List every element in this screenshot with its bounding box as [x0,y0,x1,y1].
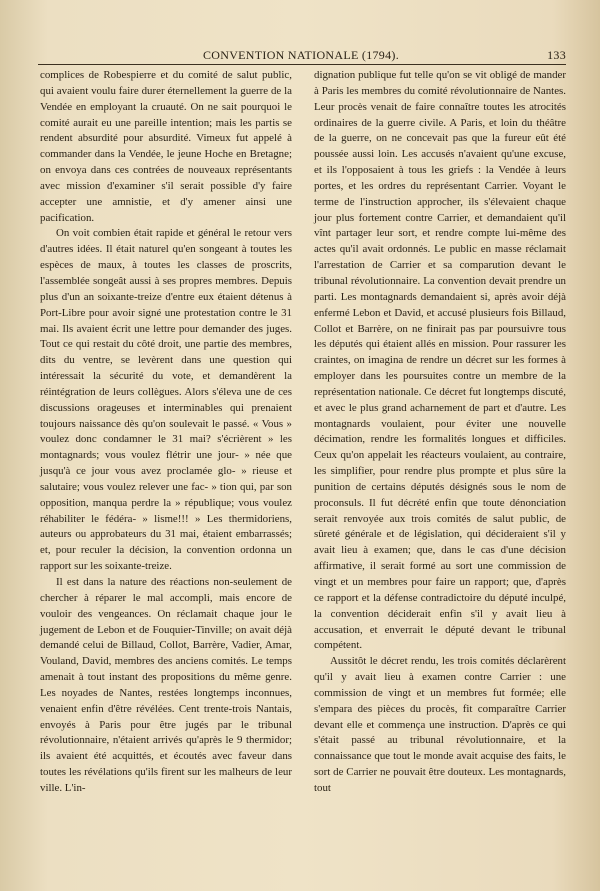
running-title: CONVENTION NATIONALE (1794). [202,48,400,62]
paragraph: Aussitôt le décret rendu, les trois comités déclarèrent qu'il y avait lieu à examen contre Carrier : une commission de vingt et un membres fut formée; elle s'empara des pièces du procès, fit comparaître Carrier devant elle et commença une instruction. D'après ce qui s'était passé au tribunal révolutionnaire, et la connaissance que tout le monde avait acquise des faits, le sort de Carrier ne pouvait être douteux. Les montagnards, tout [314,655,566,794]
page-number: 133 [547,48,566,62]
paragraph: complices de Robespierre et du comité de salut public, qui avaient voulu faire durer éternellement la guerre de la Vendée en employant la cruauté. On ne sait pourquoi le comité aurait eu une pareille intention; mais les partis se rendent absurdité pour absurdité. Vimeux fut appelé à commander dans la Vendée, le jeune Hoche en Bretagne; on envoya dans ces contrées de nouveaux représentants avec mission d'examiner s'il serait possible d'y faire accepter une amnistie, et d'y amener ainsi une pacification. [40,69,292,224]
header-rule [38,64,566,65]
paragraph: dignation publique fut telle qu'on se vit obligé de mander à Paris les membres du comité révolutionnaire de Nantes. Leur procès venait de faire connaître toutes les atrocités ordinaires de la guerre civile. A Paris, et loin du théâtre de la guerre, on ne concevait pas que la fureur eût été poussée aussi loin. Les accusés n'avaient qu'une excuse, et ils l'opposaient à tous les griefs : la Vendée à leurs portes, et les ordres du représentant Carrier. Voyant le terme de l'instruction approcher, ils s'élevaient chaque jour plus fortement contre Carrier, et demandaient qu'il vînt partager leur sort, et rendre compte lui-même des actes qu'il avait ordonnés. Le public en masse réclamait l'arrestation de Carrier et sa comparution devant le tribunal révolutionnaire. La convention devait prendre un parti. Les montagnards demandaient si, après avoir déjà enfermé Lebon et David, et accusé plusieurs fois Billaud, Collot et Barrère, on ne finirait pas par poursuivre tous les députés qui étaient allés en mission. Pour rassurer les craintes, on imagina de rendre un décret sur les formes à employer dans les poursuites contre un membre de la représentation nationale. Ce décret fut longtemps discuté, et avec le plus grand acharnement de part et d'autre. Les montagnards voulaient, pour éviter une nouvelle décimation, rendre les formalités longues et difficiles. Ceux qu'on appelait les réacteurs voulaient, au contraire, les simplifier, pour rendre plus prompte et plus sûre la punition de certains députés désignés sous le nom de proconsuls. Il fut décrété enfin que toute dénonciation serait renvoyée aux trois comités de salut public, de sûreté générale et de législation, qui décideraient s'il y avait lieu à examen; que, dans le cas d'une décision affirmative, il serait formé au sort une commission de vingt et un membres pour faire un rapport; que, d'après ce rapport et la défense contradictoire du député inculpé, la convention déciderait enfin s'il y avait lieu à accusation, et enverrait le député devant le tribunal compétent. [314,69,566,652]
running-header [36,48,566,64]
paragraph: On voit combien était rapide et général le retour vers d'autres idées. Il était naturel qu'en songeant à toutes les espèces de maux, à toutes les classes de proscrits, l'assemblée songeât aussi à ses propres membres. Depuis plus d'un an soixante-treize d'entre eux étaient détenus à Port-Libre pour avoir signé une protestation contre le 31 mai. Ils avaient écrit une lettre pour demander des juges. Tout ce qui restait du côté droit, une partie des membres, dits du ventre, se levèrent dans une question qui intéressait la sécurité du vote, et demandèrent la réintégration de leurs collègues. Alors s'éleva une de ces discussions orageuses et interminables qui prenaient toujours naissance dès qu'on soulevait le passé. « Vous » voulez donc condamner le 31 mai? s'écrièrent » les montagnards; vous voulez flétrir une jour- » née que jusqu'à ce jour vous avez proclamée glo- » rieuse et salutaire; vous voulez relever une fac- » tion qui, par son opposition, manqua perdre la » république; vous voulez réhabiliter le fédéra- » lisme!!! » Les thermidoriens, auteurs ou approbateurs du 31 mai, étaient embarrassés; et, pour reculer la décision, la convention ordonna un rapport sur les soixante-treize. [40,227,292,573]
paragraph: Il est dans la nature des réactions non-seulement de chercher à réparer le mal accompli, mais encore de vouloir des vengeances. On réclamait chaque jour le jugement de Lebon et de Fouquier-Tinville; on avait déjà demandé celui de Billaud, Collot, Barrère, Vadier, Amar, Vouland, David, membres des anciens comités. Le temps amenait à tout instant des propositions du même genre. Les noyades de Nantes, restées longtemps inconnues, venaient enfin d'être révélées. Cent trente-trois Nantais, envoyés à Paris pour être jugés par le tribunal révolutionnaire, n'étaient arrivés qu'après le 9 thermidor; ils avaient été acquittés, et écoutés avec faveur dans toutes les révélations qu'ils firent sur les malheurs de leur ville. L'in- [40,576,292,794]
left-column [40,68,292,797]
right-column [314,68,566,797]
